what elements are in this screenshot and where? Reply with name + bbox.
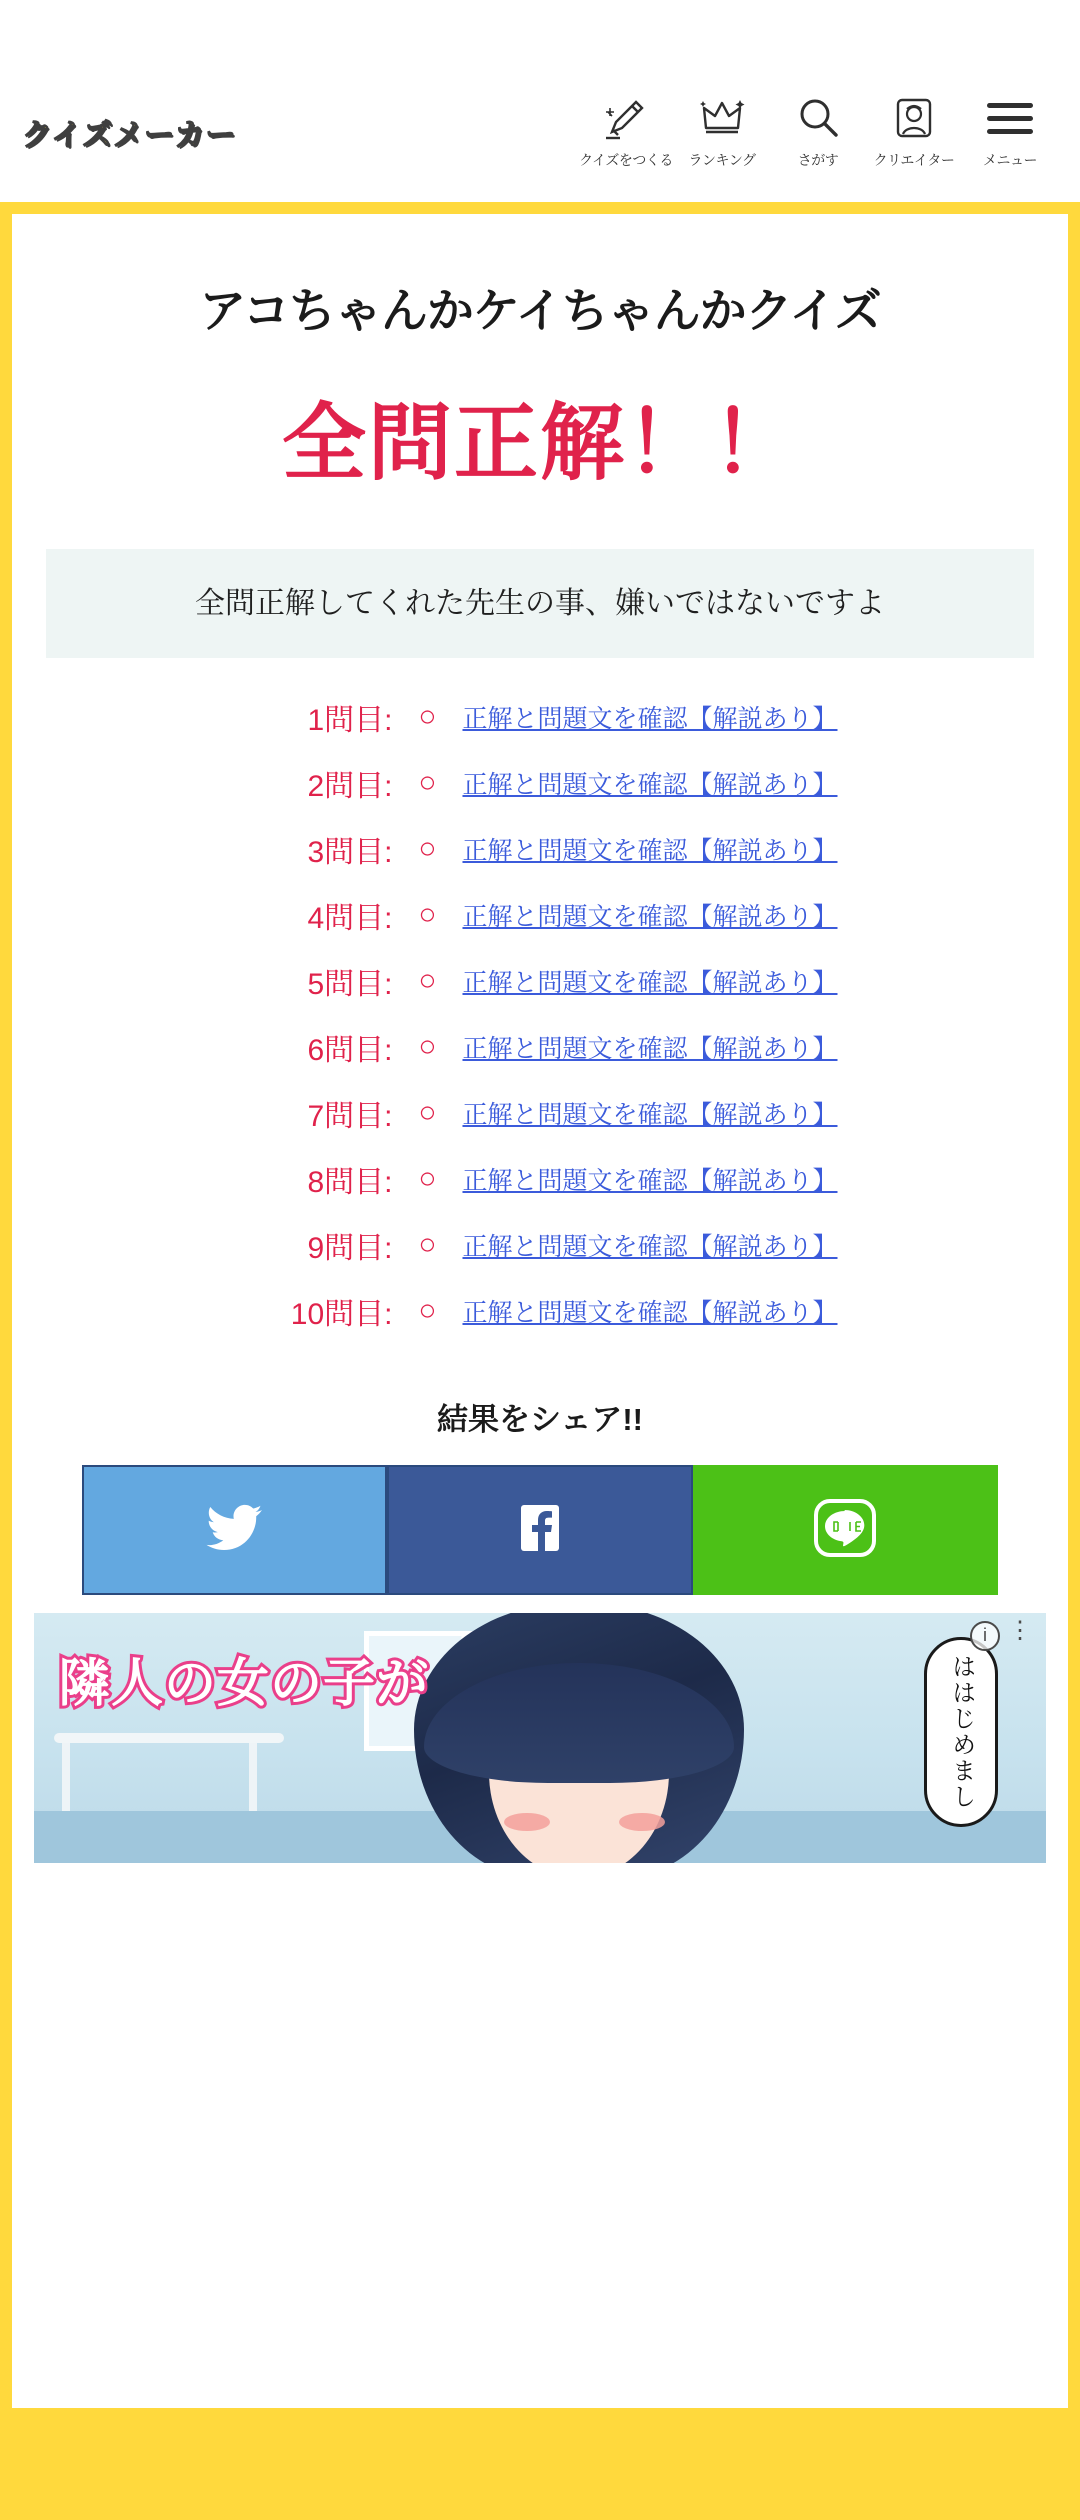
question-label: 10問目:: [290, 1298, 393, 1332]
question-label: 7問目:: [307, 1100, 393, 1134]
list-item: [34, 1014, 1046, 1080]
question-label: 2問目:: [307, 770, 393, 804]
list-item: [34, 1146, 1046, 1212]
header-nav: [332, 94, 1058, 170]
search-icon: [794, 94, 842, 142]
question-explanation-link[interactable]: 正解と問題文を確認【解説あり】: [462, 903, 838, 932]
question-mark: ○: [418, 832, 437, 866]
share-buttons: [82, 1465, 998, 1595]
question-mark: ○: [418, 1030, 437, 1064]
question-explanation-link[interactable]: 正解と問題文を確認【解説あり】: [462, 705, 838, 734]
page-title: アコちゃんかケイちゃんかクイズ: [199, 284, 881, 337]
share-twitter-button[interactable]: [82, 1465, 387, 1595]
question-explanation-link[interactable]: 正解と問題文を確認【解説あり】: [462, 1035, 838, 1064]
question-mark: ○: [418, 1162, 437, 1196]
question-mark: ○: [418, 1096, 437, 1130]
hamburger-icon: [984, 94, 1036, 142]
ad-speech-text: ははじめまし: [947, 1654, 975, 1811]
question-mark: ○: [418, 1294, 437, 1328]
content-frame: [0, 202, 1080, 2408]
question-explanation-link[interactable]: 正解と問題文を確認【解説あり】: [462, 837, 838, 866]
share-facebook-button[interactable]: [387, 1465, 692, 1595]
question-label: 6問目:: [307, 1034, 393, 1068]
nav-item-menu[interactable]: [962, 94, 1058, 170]
result-comment: 全問正解してくれた先生の事、嫌いではないですよ: [46, 549, 1034, 658]
ad-speech-bubble: [924, 1637, 998, 1827]
question-label: 9問目:: [307, 1232, 393, 1266]
question-explanation-link[interactable]: 正解と問題文を確認【解説あり】: [462, 1233, 838, 1262]
list-item: [34, 1278, 1046, 1344]
footer-band: [0, 2408, 1080, 2520]
share-title: 結果をシェア!!: [436, 1402, 644, 1438]
list-item: [34, 750, 1046, 816]
question-mark: ○: [418, 766, 437, 800]
question-mark: ○: [418, 1228, 437, 1262]
question-label: 3問目:: [307, 836, 393, 870]
result-headline: 全問正解！！: [281, 395, 798, 490]
nav-item-ranking[interactable]: [674, 94, 770, 170]
advertisement-banner[interactable]: [34, 1613, 1046, 1863]
question-mark: ○: [418, 964, 437, 998]
line-icon: [812, 1497, 878, 1564]
twitter-icon: [204, 1502, 266, 1559]
question-label: 4問目:: [307, 902, 393, 936]
list-item: [34, 882, 1046, 948]
list-item: [34, 1212, 1046, 1278]
question-label: 1問目:: [307, 704, 393, 738]
nav-item-label: クリエイター: [873, 152, 955, 168]
share-line-button[interactable]: [693, 1465, 998, 1595]
question-explanation-link[interactable]: 正解と問題文を確認【解説あり】: [462, 969, 838, 998]
nav-item-label: さがす: [797, 152, 839, 168]
crown-icon: [698, 94, 746, 142]
question-explanation-link[interactable]: 正解と問題文を確認【解説あり】: [462, 1167, 838, 1196]
status-bar-spacer: [0, 0, 1080, 62]
list-item: [34, 684, 1046, 750]
question-result-list: [34, 684, 1046, 1344]
pencil-icon: [602, 94, 650, 142]
nav-item-label: クイズをつくる: [579, 152, 673, 168]
result-card: [12, 214, 1068, 2408]
question-explanation-link[interactable]: 正解と問題文を確認【解説あり】: [462, 1299, 838, 1328]
question-explanation-link[interactable]: 正解と問題文を確認【解説あり】: [462, 1101, 838, 1130]
creator-icon: [890, 94, 938, 142]
list-item: [34, 816, 1046, 882]
question-label: 8問目:: [307, 1166, 393, 1200]
question-explanation-link[interactable]: 正解と問題文を確認【解説あり】: [462, 771, 838, 800]
question-label: 5問目:: [307, 968, 393, 1002]
nav-item-create-quiz[interactable]: [578, 94, 674, 170]
list-item: [34, 948, 1046, 1014]
nav-item-search[interactable]: [770, 94, 866, 170]
list-item: [34, 1080, 1046, 1146]
ad-options-icon[interactable]: ⋮: [1008, 1617, 1032, 1645]
ad-headline: 隣人の女の子が: [58, 1655, 430, 1714]
site-header: [0, 62, 1080, 202]
question-mark: ○: [418, 898, 437, 932]
question-mark: ○: [418, 700, 437, 734]
nav-item-label: メニュー: [983, 152, 1037, 168]
nav-item-label: ランキング: [688, 152, 756, 168]
ad-info-icon[interactable]: i: [970, 1621, 1000, 1651]
site-logo[interactable]: クイズメーカー: [22, 118, 237, 153]
nav-item-creator[interactable]: [866, 94, 962, 170]
facebook-icon: [515, 1502, 565, 1559]
